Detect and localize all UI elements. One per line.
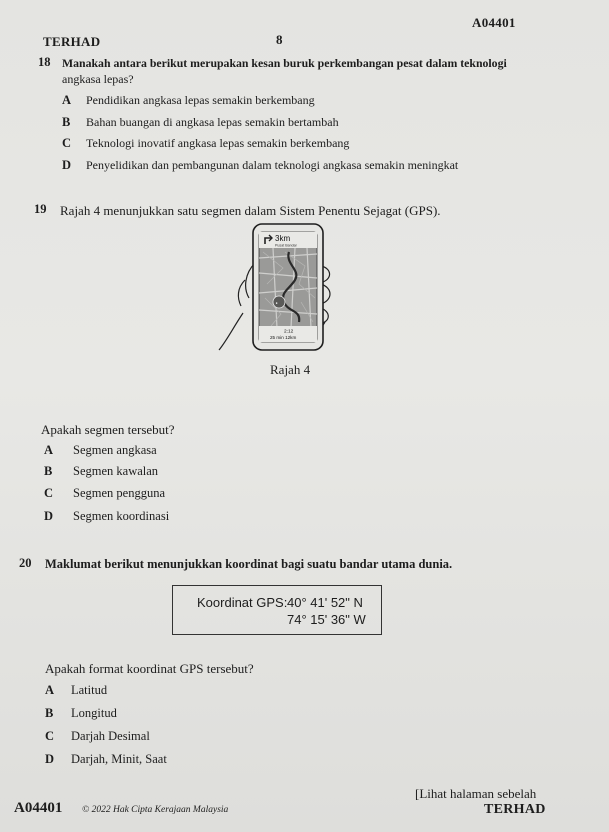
- q19-option-a-text: Segmen angkasa: [73, 443, 157, 457]
- gps-coordinate-box: [172, 585, 382, 635]
- q19-question: Apakah segmen tersebut?: [41, 422, 175, 437]
- q20-option-c-letter[interactable]: C: [45, 729, 55, 743]
- q19-option-d-text: Segmen koordinasi: [73, 509, 170, 523]
- q18-option-a-text: Pendidikan angkasa lepas semakin berkembang: [86, 93, 315, 107]
- q19-option-b-text: Segmen kawalan: [73, 464, 159, 478]
- q18-option-d-letter[interactable]: D: [62, 158, 72, 172]
- turn-over-note: [Lihat halaman sebelah: [415, 786, 537, 801]
- figure-caption: Rajah 4: [270, 362, 311, 377]
- q20-number: 20: [19, 556, 32, 570]
- q20-option-a-text: Latitud: [71, 683, 108, 697]
- gps-phone-figure: [215, 218, 365, 358]
- q20-option-b-text: Longitud: [71, 706, 117, 720]
- q20-option-b-letter[interactable]: B: [45, 706, 54, 720]
- q18-option-d-text: Penyelidikan dan pembangunan dalam teknologi angkasa semakin meningkat: [86, 158, 459, 172]
- q19-option-c-text: Segmen pengguna: [73, 486, 165, 500]
- q20-option-d-text: Darjah, Minit, Saat: [71, 752, 167, 766]
- q18-text-line1: Manakah antara berikut merupakan kesan buruk perkembangan pesat dalam teknologi: [62, 56, 507, 70]
- q18-text-line2: angkasa lepas?: [62, 72, 134, 86]
- coordinate-label: Koordinat GPS:: [197, 595, 288, 610]
- q19-option-c-letter[interactable]: C: [44, 486, 54, 500]
- footer-classification: TERHAD: [484, 802, 546, 817]
- q18-option-a-letter[interactable]: A: [62, 93, 72, 107]
- q20-option-a-letter[interactable]: A: [45, 683, 55, 697]
- q18-option-c-text: Teknologi inovatif angkasa lepas semakin berkembang: [86, 136, 350, 150]
- paper-code-header: A04401: [472, 15, 516, 30]
- map-marker-icon: ●: [275, 301, 278, 305]
- footer-paper-code: A04401: [14, 800, 63, 816]
- q19-text: Rajah 4 menunjukkan satu segmen dalam Sistem Penentu Sejagat (GPS).: [60, 203, 441, 218]
- classification-header: TERHAD: [43, 34, 101, 49]
- q19-option-b-letter[interactable]: B: [44, 464, 53, 478]
- q18-option-b-letter[interactable]: B: [62, 115, 71, 129]
- screen-time: 2:12: [284, 329, 294, 335]
- q18-option-b-text: Bahan buangan di angkasa lepas semakin bertambah: [86, 115, 339, 129]
- screen-eta: 25 min 12km: [270, 335, 297, 340]
- page-number: 8: [276, 32, 283, 47]
- q19-number: 19: [34, 202, 47, 216]
- q18-option-c-letter[interactable]: C: [62, 136, 72, 150]
- q20-option-c-text: Darjah Desimal: [71, 729, 150, 743]
- coordinate-longitude: 74° 15' 36" W: [287, 612, 366, 627]
- footer-copyright: © 2022 Hak Cipta Kerajaan Malaysia: [82, 805, 229, 815]
- coordinate-latitude: 40° 41' 52" N: [287, 595, 363, 610]
- q20-option-d-letter[interactable]: D: [45, 752, 55, 766]
- screen-destination: Pusat Bandar: [275, 243, 297, 248]
- screen-distance: 3km: [275, 234, 291, 243]
- q19-option-d-letter[interactable]: D: [44, 509, 54, 523]
- q20-question: Apakah format koordinat GPS tersebut?: [45, 661, 254, 676]
- q19-option-a-letter[interactable]: A: [44, 443, 54, 457]
- q18-number: 18: [38, 55, 51, 69]
- q20-text: Maklumat berikut menunjukkan koordinat bagi suatu bandar utama dunia.: [45, 557, 453, 571]
